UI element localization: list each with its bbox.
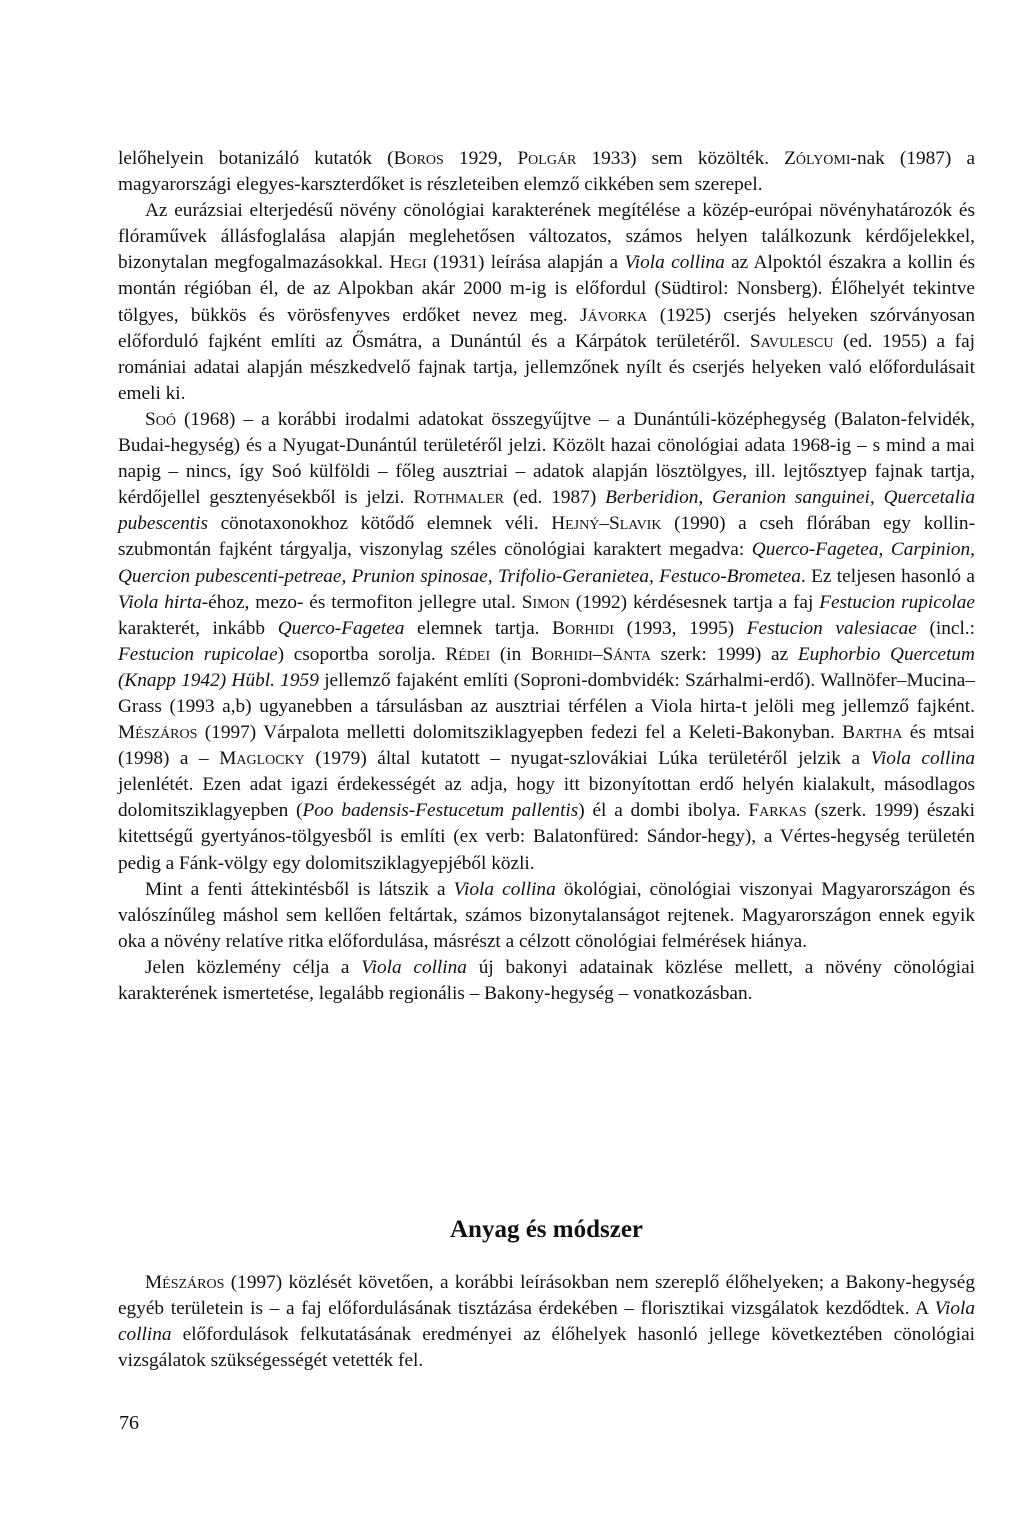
paragraph bbox=[118, 146, 975, 198]
italic-term: Viola collina bbox=[361, 956, 467, 978]
text-run: és mtsai (1998) a – bbox=[118, 722, 975, 770]
page-number: 76 bbox=[119, 1412, 139, 1434]
text-run: -éhoz, mezo- és termofiton jellegre utal. bbox=[201, 591, 522, 613]
section-text-block bbox=[118, 1270, 975, 1374]
author-name: Borhidi–Sánta bbox=[530, 643, 651, 665]
author-name: Maglocky bbox=[219, 748, 305, 770]
text-run: előfordulások felkutatásának eredményei az élőhelyek hasonló jellege következtében cönológiai vizsgálatok szükségességét vetették fel. bbox=[118, 1324, 975, 1372]
italic-term: Viola collina bbox=[870, 748, 975, 770]
author-name: Mészáros bbox=[118, 722, 198, 744]
paragraph bbox=[118, 407, 975, 877]
text-run: jelenlétét. Ezen adat igazi érdekességét az adja, hogy itt bizonyítottan erdő helyén kialakult, másodlagos dolomitsziklagyepben ( bbox=[118, 774, 975, 822]
paragraph bbox=[118, 198, 975, 407]
text-run: karakterét, inkább bbox=[118, 617, 278, 639]
text-run: jellemző fajaként említi (Soproni-dombvidék: Szárhalmi-erdő). Wallnöfer–Mucina–Grass (1993 a,b) ugyanebben a társulásban az ausztriai térfélen a Viola hirta-t jelöli meg jellemző fajként. bbox=[118, 669, 975, 717]
text-run: (1931) leírása alapján a bbox=[426, 252, 625, 274]
paragraph bbox=[118, 955, 975, 1007]
text-run: (1997) Várpalota melletti dolomitsziklagyepben fedezi fel a Keleti-Bakonyban. bbox=[197, 722, 843, 744]
author-name: Simon bbox=[521, 591, 570, 613]
text-run: ) él a dombi ibolya. bbox=[578, 800, 749, 822]
italic-term: Querco-Fagetea, Carpinion, Quercion pubescenti-petreae, Prunion spinosae, Trifolio-Geranietea, Festuco-Brometea bbox=[118, 539, 975, 587]
author-name: Hegi bbox=[389, 252, 427, 274]
text-run: (1968) – a korábbi irodalmi adatokat összegyűjtve – a Dunántúli-középhegység (Balaton-felvidék, Budai-hegység) és a Nyugat-Dunántúl területéről jelzi. Közölt hazai cönológiai adata 1968-ig – s mind a mai napig – nincs, így Soó külföldi – főleg ausztriai – adatok alapján lösztölgyes, ill. lejtősztyep fajnak tartja, kérdőjellel gesztenyésekből is jelzi. bbox=[118, 408, 975, 509]
author-name: Bartha bbox=[842, 722, 903, 744]
text-run: . Ez teljesen hasonló a bbox=[800, 565, 975, 587]
text-run: lelőhelyein botanizáló kutatók ( bbox=[118, 148, 394, 169]
text-run: ökológiai, cönológiai viszonyai Magyarországon és valószínűleg máshol sem kellően feltártak, számos bizonytalanságot rejtenek. Magyarországon ennek egyik oka a növény relatíve ritka előfordulása, másrészt a célzott cönológiai felmérések hiánya. bbox=[118, 878, 976, 952]
author-name: Savulescu bbox=[749, 330, 834, 352]
italic-term: Viola collina bbox=[624, 252, 725, 274]
text-run: (ed. 1955) a faj romániai adatai alapján mészkedvelő fajnak tartja, jellemzőnek nyílt és cserjés helyeken való előfordulásait emeli ki. bbox=[118, 330, 975, 404]
author-name: Rédei bbox=[445, 643, 491, 665]
text-run: az Alpoktól északra a kollin és montán régióban él, de az Alpokban akár 2000 m-ig is előfordul (Südtirol: Nonsberg). Élőhelyét tekintve tölgyes, bükkös és vörösfenyves erdőket nevez meg. bbox=[118, 252, 976, 326]
text-run: Mint a fenti áttekintésből is látszik a bbox=[145, 878, 454, 900]
italic-term: Berberidion, Geranion sanguinei, Quercetalia pubescentis bbox=[118, 487, 976, 535]
text-run: új bakonyi adatainak közlése mellett, a növény cönológiai karakterének ismertetése, legalább regionális – Bakony-hegység – vonatkozásban. bbox=[118, 956, 976, 1004]
author-name: Borhidi bbox=[552, 617, 614, 639]
text-run: 1929, bbox=[443, 148, 518, 169]
text-run: cönotaxonokhoz kötődő elemnek véli. bbox=[207, 513, 552, 535]
text-run: (1992) kérdésesnek tartja a faj bbox=[569, 591, 820, 613]
text-run: -nak (1987) a magyarországi elegyes-karszterdőket is részleteiben elemző cikkében sem szerepel. bbox=[118, 148, 975, 196]
text-run: (1997) közlését követően, a korábbi leírásokban nem szereplő élőhelyeken; a Bakony-hegység egyéb területein is – a faj előfordulásának tisztázása érdekében – florisztikai vizsgálatok kezdődtek. A bbox=[118, 1272, 975, 1320]
text-run: (1990) a cseh flórában egy kollin-szubmontán fajként tárgyalja, viszonylag széles cönológiai karaktert megadva: bbox=[118, 513, 975, 561]
italic-term: Euphorbio Quercetum (Knapp 1942) Hübl. 1959 bbox=[118, 643, 975, 691]
text-run: (szerk. 1999) északi kitettségű gyertyános-tölgyesből is említi (ex verb: Balatonfüred: Sándor-hegy), a Vértes-hegység területén pedig a Fánk-völgy egy dolomitsziklagyepjéből közli. bbox=[118, 800, 975, 874]
text-run: ) csoportba sorolja. bbox=[277, 643, 446, 665]
author-name: Soó bbox=[145, 408, 176, 430]
text-run: 1933) sem közölték. bbox=[576, 148, 785, 169]
author-name: Mészáros bbox=[145, 1272, 225, 1293]
italic-term: Querco-Fagetea bbox=[277, 617, 405, 639]
italic-term: Poo badensis-Festucetum pallentis bbox=[302, 800, 579, 822]
author-name: Polgár bbox=[517, 148, 577, 169]
paragraph bbox=[118, 877, 975, 955]
italic-term: Festucion rupicolae bbox=[819, 591, 975, 613]
text-run: (1979) által kutatott – nyugat-szlovákiai Lúka területéről jelzik a bbox=[304, 748, 871, 770]
italic-term: Viola collina bbox=[453, 878, 556, 900]
text-run: Az eurázsiai elterjedésű növény cönológiai karakterének megítélése a közép-európai növényhatározók és flóraművek állásfoglalása alapján meglehetősen változatos, számos helyen találkozunk kérdőjelekkel, bizonytalan megfogalmazásokkal. bbox=[118, 200, 975, 274]
text-run: szerk: 1999) az bbox=[650, 643, 798, 665]
italic-term: Viola collina bbox=[118, 1298, 975, 1346]
text-run: (1993, 1995) bbox=[613, 617, 747, 639]
text-run: (1925) cserjés helyeken szórványosan előforduló fajként említi az Ősmátra, a Dunántúl és a Kárpátok területéről. bbox=[118, 304, 975, 352]
paragraph bbox=[118, 1270, 975, 1374]
italic-term: Festucion rupicolae bbox=[118, 643, 278, 665]
main-text-block bbox=[118, 146, 975, 1007]
text-run: elemnek tartja. bbox=[404, 617, 553, 639]
author-name: Jávorka bbox=[579, 304, 648, 326]
text-run: (ed. 1987) bbox=[503, 487, 606, 509]
text-run: Jelen közlemény célja a bbox=[145, 956, 362, 978]
author-name: Boros bbox=[393, 148, 444, 169]
section-heading: Anyag és módszer bbox=[449, 1216, 644, 1243]
author-name: Hejný–Slavik bbox=[551, 513, 662, 535]
italic-term: Festucion valesiacae bbox=[746, 617, 917, 639]
author-name: Rothmaler bbox=[413, 487, 504, 509]
text-run: (incl.: bbox=[916, 617, 975, 639]
text-run: (in bbox=[490, 643, 531, 665]
author-name: Zólyomi bbox=[784, 148, 851, 169]
italic-term: Viola hirta bbox=[118, 591, 202, 613]
author-name: Farkas bbox=[748, 800, 807, 822]
